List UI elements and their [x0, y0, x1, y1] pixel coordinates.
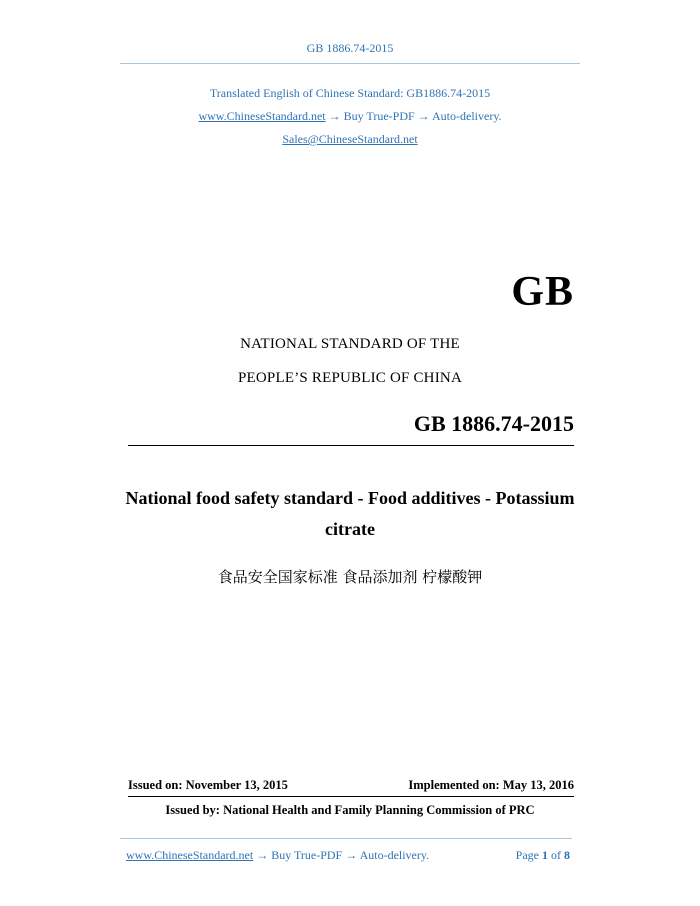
issued-on-date: Issued on: November 13, 2015	[128, 778, 288, 792]
standard-code: GB 1886.74-2015	[413, 411, 574, 436]
header-buy-text: → Buy True-PDF → Auto-delivery.	[325, 109, 502, 123]
document-title-english: National food safety standard - Food additives - Potassium citrate	[125, 488, 575, 539]
national-standard-line-2: PEOPLE’S REPUBLIC OF CHINA	[238, 370, 462, 386]
header-sales-line	[0, 132, 700, 147]
title-divider	[128, 445, 574, 446]
issue-divider	[128, 796, 574, 797]
issued-by: Issued by: National Health and Family Planning Commission of PRC	[165, 803, 535, 817]
page-of: of	[551, 848, 561, 862]
implemented-on-date: Implemented on: May 13, 2016	[408, 778, 574, 792]
header-website-link[interactable]: www.ChineseStandard.net	[198, 109, 326, 123]
page-label: Page	[515, 848, 539, 862]
translation-note: Translated English of Chinese Standard: GB1886.74-2015	[209, 86, 491, 100]
footer-divider	[120, 838, 572, 839]
footer-buy-line	[126, 848, 429, 863]
footer-website-link[interactable]: www.ChineseStandard.net	[126, 848, 254, 862]
page-current: 1	[542, 848, 548, 862]
national-standard-line-1: NATIONAL STANDARD OF THE	[240, 336, 460, 352]
gb-logo: GB	[511, 269, 574, 315]
document-title-chinese: 食品安全国家标准 食品添加剂 柠檬酸钾	[217, 568, 483, 586]
header-buy-line	[0, 109, 700, 124]
sales-email-link[interactable]: Sales@ChineseStandard.net	[282, 132, 418, 146]
header-divider	[120, 63, 580, 64]
header-standard-code: GB 1886.74-2015	[306, 41, 394, 55]
footer-buy-text: → Buy True-PDF → Auto-delivery.	[253, 848, 430, 862]
page-indicator	[516, 848, 570, 863]
page-total: 8	[564, 848, 570, 862]
